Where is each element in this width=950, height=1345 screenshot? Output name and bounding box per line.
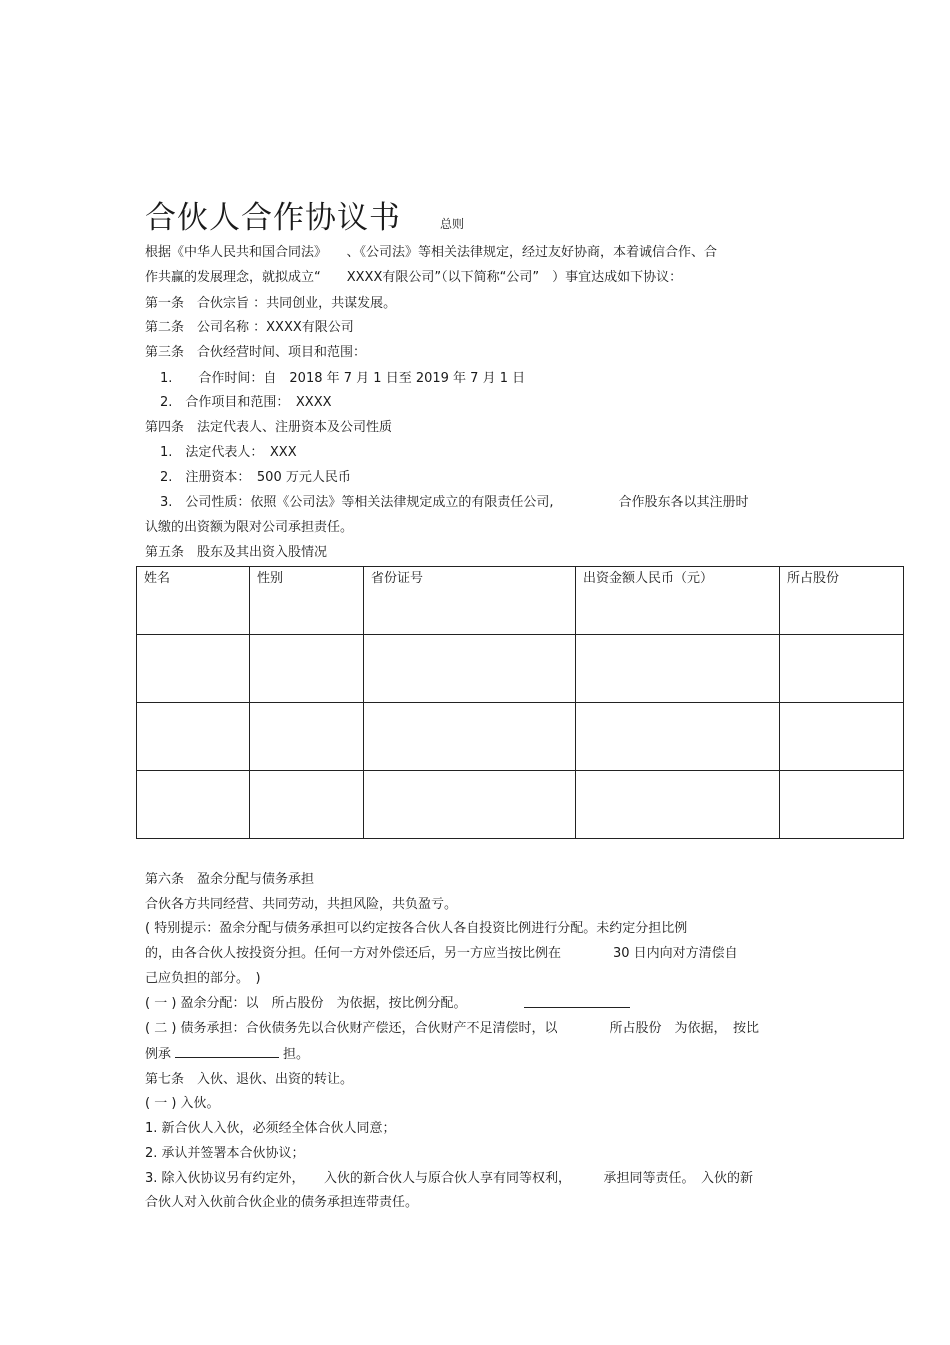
table-cell [576, 771, 780, 839]
table-cell [137, 703, 250, 771]
article-6-line-4: 己应负担的部分。 ) [145, 971, 261, 986]
table-row [137, 703, 904, 771]
shareholder-table [136, 566, 904, 839]
article-6: 第六条 盈余分配与债务承担 [145, 872, 315, 887]
article-7-line-1: ( 一 ) 入伙。 [145, 1096, 220, 1111]
table-header-cell: 出资金额人民币（元） [576, 567, 780, 635]
article-4-item-2: 2. 注册资本： 500 万元人民币 [160, 470, 351, 485]
document-subtitle: 总则 [440, 217, 465, 231]
table-cell [780, 703, 904, 771]
article-7-line-2: 1. 新合伙人入伙，必须经全体合伙人同意； [145, 1121, 396, 1136]
table-cell [137, 635, 250, 703]
article-3-item-1: 1. 合作时间：自 2018 年 7 月 1 日至 2019 年 7 月 1 日 [160, 371, 526, 386]
article-4: 第四条 法定代表人、注册资本及公司性质 [145, 420, 393, 435]
preamble-line-2: 作共赢的发展理念，就拟成立“ XXXX有限公司”（以下简称“公司” ）事宜达成如下协议： [145, 270, 683, 285]
document-title: 合伙人合作协议书 [145, 200, 401, 236]
article-2: 第二条 公司名称 ：XXXX有限公司 [145, 320, 354, 335]
table-cell [250, 703, 364, 771]
article-6-line-1: 合伙各方共同经营、共同劳动，共担风险，共负盈亏。 [145, 897, 458, 912]
article-7-line-3: 2. 承认并签署本合伙协议； [145, 1146, 305, 1161]
debt-bearing-text-a: 例承 [145, 1047, 172, 1062]
article-7-line-5: 合伙人对入伙前合伙企业的债务承担连带责任。 [145, 1195, 419, 1210]
table-header-cell: 性别 [250, 567, 364, 635]
article-6-line-2: ( 特别提示：盈余分配与债务承担可以约定按各合伙人各自投资比例进行分配。未约定分担比例 [145, 921, 688, 936]
article-4-continuation: 认缴的出资额为限对公司承担责任。 [145, 520, 354, 535]
article-6-debt-bearing: ( 二 ) 债务承担：合伙债务先以合伙财产偿还，合伙财产不足清偿时，以 所占股份 为依据， 按比 [145, 1021, 760, 1036]
table-row [137, 635, 904, 703]
table-header-cell: 姓名 [137, 567, 250, 635]
article-6-debt-bearing-continuation [145, 1045, 309, 1064]
article-3: 第三条 合伙经营时间、项目和范围： [145, 345, 367, 360]
table-row [137, 771, 904, 839]
article-6-line-3: 的，由各合伙人按投资分担。任何一方对外偿还后，另一方应当按比例在 30 日内向对方清偿自 [145, 946, 738, 961]
preamble-line-1: 根据《中华人民共和国合同法》 、《公司法》等相关法律规定，经过友好协商，本着诚信合作、合 [145, 245, 718, 260]
article-6-profit-distribution: ( 一 ) 盈余分配：以 所占股份 为依据，按比例分配。 [145, 996, 467, 1011]
table-cell [364, 771, 576, 839]
table-cell [576, 635, 780, 703]
debt-bearing-text-b: 担。 [283, 1047, 310, 1062]
table-cell [364, 635, 576, 703]
article-1: 第一条 合伙宗旨 ：共同创业，共谋发展。 [145, 296, 397, 311]
table-cell [364, 703, 576, 771]
table-cell [780, 635, 904, 703]
article-5: 第五条 股东及其出资入股情况 [145, 545, 328, 560]
fill-in-blank-line [524, 995, 630, 1008]
table-cell [137, 771, 250, 839]
table-header-cell: 省份证号 [364, 567, 576, 635]
table-cell [780, 771, 904, 839]
table-cell [576, 703, 780, 771]
table-header-row [137, 567, 904, 635]
article-3-item-2: 2. 合作项目和范围： XXXX [160, 395, 332, 410]
article-7: 第七条 入伙、退伙、出资的转让。 [145, 1072, 354, 1087]
table-cell [250, 771, 364, 839]
table-header-cell: 所占股份 [780, 567, 904, 635]
table-cell [250, 635, 364, 703]
article-4-item-1: 1. 法定代表人： XXX [160, 445, 297, 460]
fill-in-blank-line [175, 1045, 279, 1058]
article-7-line-4: 3. 除入伙协议另有约定外， 入伙的新合伙人与原合伙人享有同等权利， 承担同等责任。 入伙的新 [145, 1171, 754, 1186]
article-4-item-3: 3. 公司性质：依照《公司法》等相关法律规定成立的有限责任公司, 合作股东各以其注册时 [160, 495, 749, 510]
